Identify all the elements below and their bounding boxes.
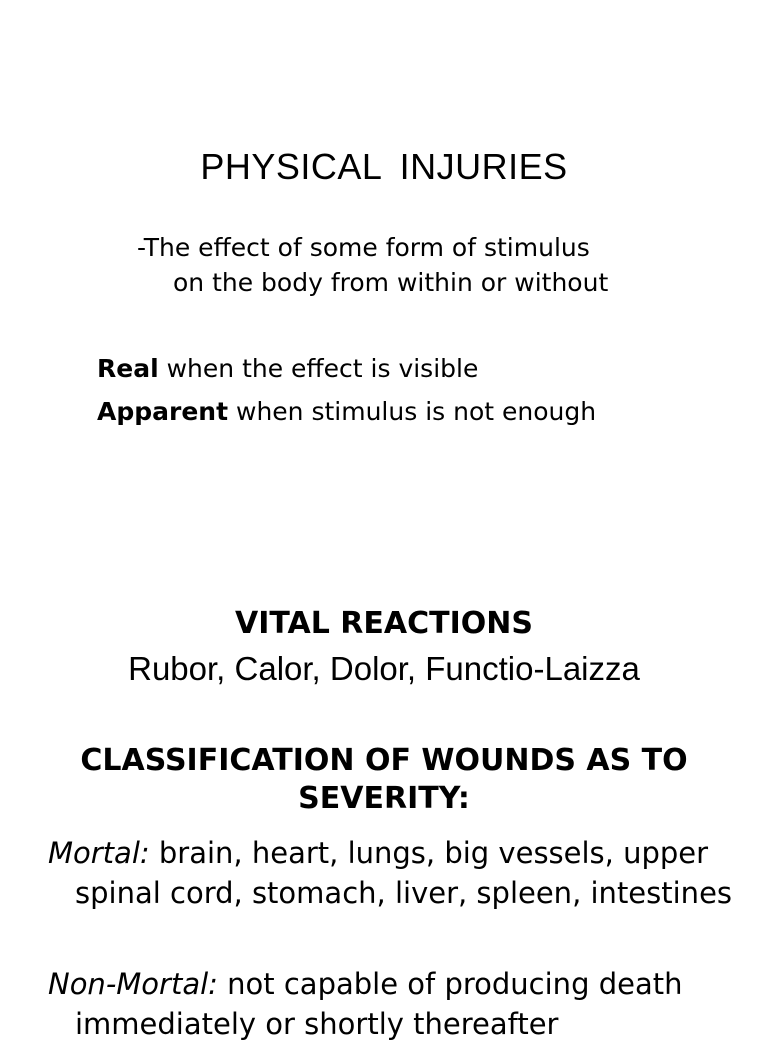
term-description: when stimulus is not enough bbox=[228, 397, 597, 426]
wound-class-text: brain, heart, lungs, big vessels, upper spinal cord, stomach, liver, spleen, intestines bbox=[75, 836, 733, 910]
term-description: when the effect is visible bbox=[158, 354, 479, 383]
vital-reactions-list: Rubor, Calor, Dolor, Functio-Laizza bbox=[128, 650, 640, 687]
term-apparent bbox=[97, 397, 596, 426]
wound-class-text: not capable of producing death immediately or shortly thereafter bbox=[75, 967, 683, 1041]
definition-line-1: -The effect of some form of stimulus bbox=[137, 233, 590, 262]
wound-class-mortal bbox=[48, 833, 768, 913]
classification-heading: CLASSIFICATION OF WOUNDS AS TO SEVERITY: bbox=[80, 743, 688, 816]
slide-title: PHYSICAL INJURIES bbox=[200, 146, 568, 187]
wound-class-non-mortal bbox=[48, 964, 768, 1044]
term-label: Apparent bbox=[97, 397, 229, 426]
wound-class-label: Non-Mortal: bbox=[48, 967, 218, 1001]
vital-reactions-heading: VITAL REACTIONS bbox=[235, 606, 533, 641]
term-real bbox=[97, 354, 478, 383]
wound-class-label: Mortal: bbox=[48, 836, 150, 870]
definition-line-2: on the body from within or without bbox=[173, 268, 609, 297]
term-label: Real bbox=[97, 354, 159, 383]
